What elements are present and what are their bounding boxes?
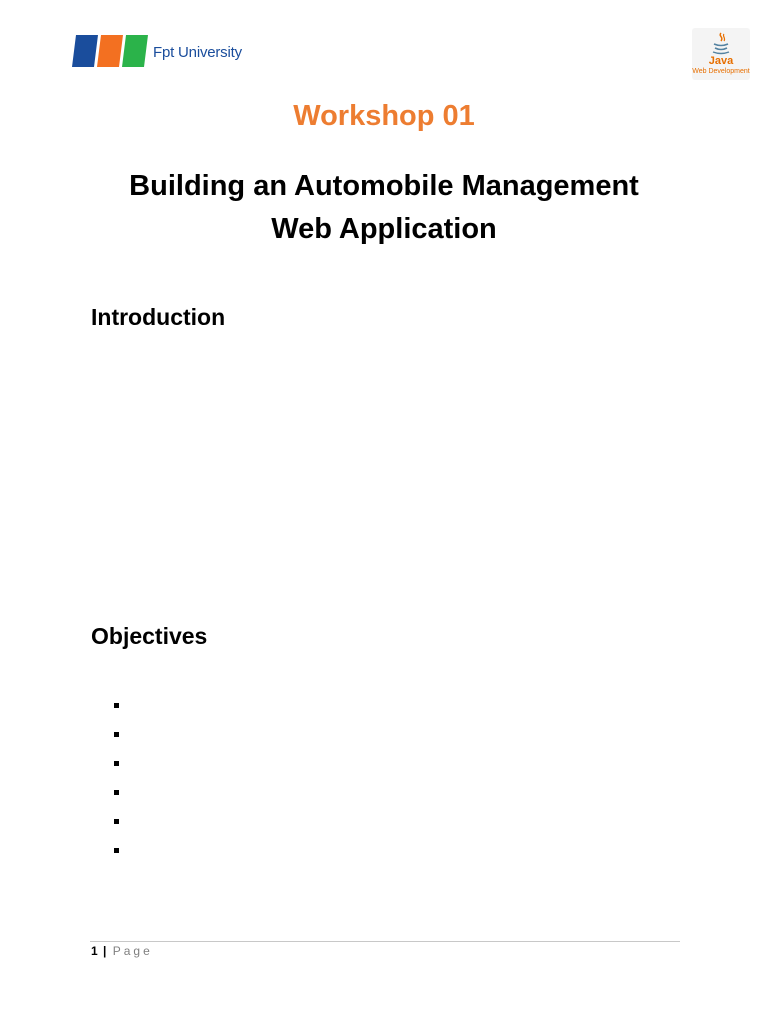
java-cup-icon — [709, 31, 733, 55]
page-footer — [91, 944, 153, 958]
title-line-1: Building an Automobile Management — [129, 170, 639, 202]
java-logo-word: Java — [708, 55, 734, 67]
document-title — [84, 165, 684, 251]
introduction-heading: Introduction — [91, 304, 226, 330]
objective-bullet — [114, 819, 119, 824]
objective-bullet — [114, 848, 119, 853]
java-logo-subtitle: Web Development — [692, 68, 750, 75]
objectives-heading: Objectives — [91, 623, 208, 649]
objective-bullet — [114, 732, 119, 737]
objective-bullet — [114, 703, 119, 708]
page-number: 1 — [91, 944, 98, 958]
fpt-logo-tiles — [70, 33, 150, 69]
page-label: Page — [112, 944, 153, 958]
workshop-heading: Workshop 01 — [293, 100, 475, 132]
objective-bullet — [114, 790, 119, 795]
footer-divider — [90, 941, 680, 942]
objective-bullet — [114, 761, 119, 766]
title-line-2: Web Application — [271, 213, 497, 245]
footer-separator: | — [103, 944, 107, 958]
java-web-development-logo — [692, 28, 750, 80]
logo-text: Fpt University — [153, 44, 242, 61]
fpt-university-logo — [70, 33, 250, 73]
